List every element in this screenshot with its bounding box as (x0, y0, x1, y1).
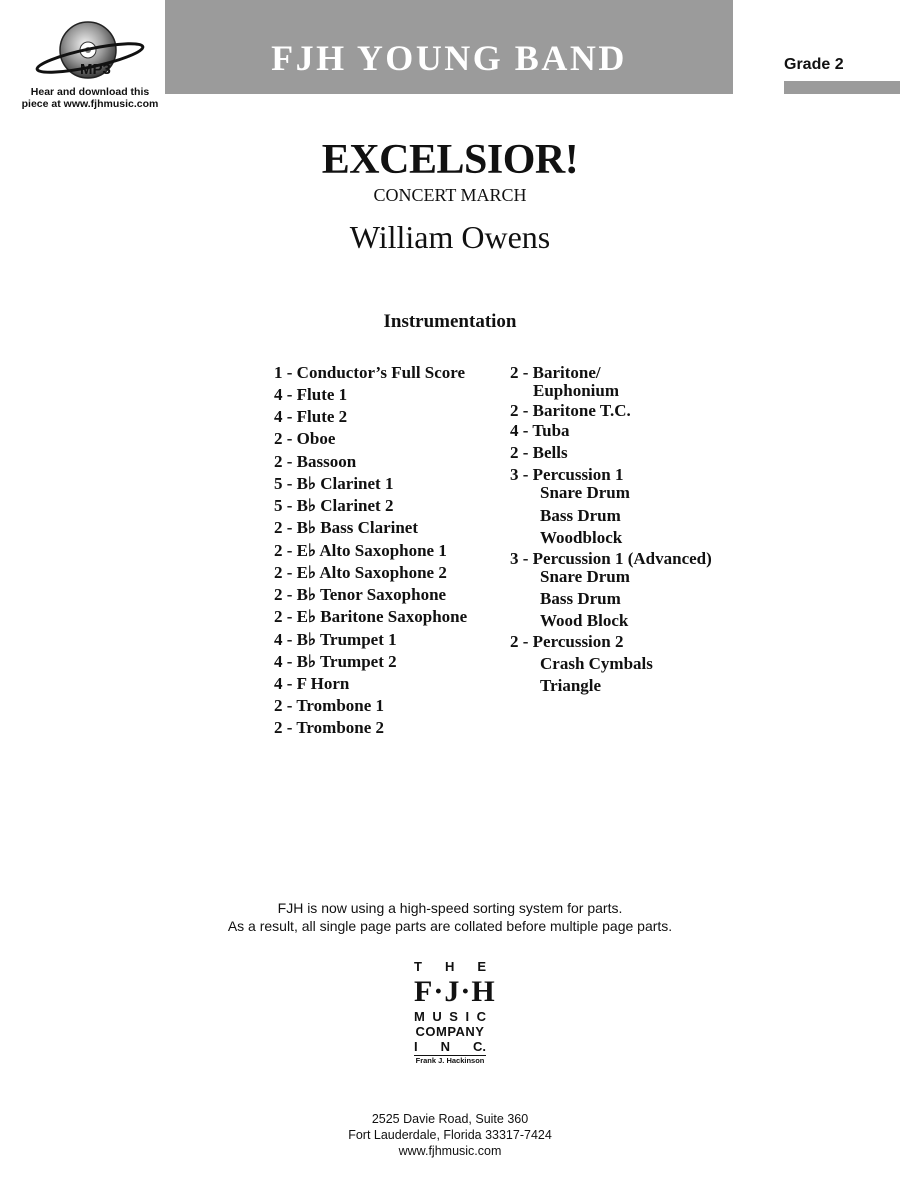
grade-bar (784, 81, 900, 94)
instrument-item: 2 - Bassoon (274, 452, 357, 471)
logo-inc (414, 1040, 486, 1054)
mp3-caption (20, 86, 160, 110)
instrument-item: 2 - Oboe (274, 429, 336, 448)
instrument-item: 2 - E♭ Baritone Saxophone (274, 607, 468, 626)
logo-letter: S (449, 1009, 458, 1024)
instrument-item: 2 - Bells (510, 443, 568, 462)
instrumentation-heading: Instrumentation (383, 311, 517, 332)
address-line: 2525 Davie Road, Suite 360 (371, 1112, 529, 1126)
notice-line: As a result, all single page parts are collated before multiple page parts. (227, 918, 673, 934)
instrument-item: 3 - Percussion 1 (510, 465, 624, 484)
logo-letter: M (414, 1009, 425, 1024)
logo-letter: C. (472, 1039, 486, 1054)
logo-founder: Frank J. Hackinson (415, 1056, 485, 1065)
address-line: Fort Lauderdale, Florida 33317-7424 (348, 1128, 552, 1142)
mp3-caption-line: piece at www.fjhmusic.com (21, 98, 159, 110)
composer-name: William Owens (349, 219, 551, 255)
logo-fjh: F·J·H (414, 975, 496, 1008)
instrument-item: 2 - Baritone T.C. (510, 401, 631, 420)
logo-letter: H (444, 959, 455, 974)
fjh-company-logo (414, 958, 496, 1068)
logo-letter: U (432, 1009, 442, 1024)
logo-letter: N (440, 1039, 450, 1054)
instrument-item: 2 - B♭ Bass Clarinet (274, 518, 419, 537)
instrument-item: 2 - B♭ Tenor Saxophone (274, 585, 447, 604)
company-address (0, 1111, 900, 1159)
instrument-subitem: Bass Drum (540, 589, 621, 608)
instrument-item: 2 - Percussion 2 (510, 632, 624, 651)
piece-title: EXCELSIOR! (321, 137, 579, 183)
website-link[interactable]: www.fjhmusic.com (398, 1144, 502, 1158)
instrument-subitem: Snare Drum (540, 567, 630, 586)
instrument-item: 2 - Trombone 1 (274, 696, 385, 715)
instrument-subitem: Crash Cymbals (540, 654, 653, 673)
instrument-item: 2 - Baritone/ (510, 363, 601, 382)
cd-disc-icon (30, 20, 150, 86)
instrument-subitem: Woodblock (540, 528, 623, 547)
logo-the (414, 960, 486, 974)
grade-label: Grade 2 (784, 56, 844, 73)
logo-music (414, 1010, 486, 1024)
instrument-subitem: Bass Drum (540, 506, 621, 525)
piece-subtitle: CONCERT MARCH (373, 185, 527, 205)
instrument-item: 4 - Flute 1 (274, 385, 348, 404)
logo-letter: I (465, 1009, 470, 1024)
instrument-subitem: Wood Block (540, 611, 629, 630)
instrument-item: 4 - F Horn (274, 674, 350, 693)
logo-company: COMPANY (415, 1024, 485, 1039)
instrument-item: 3 - Percussion 1 (Advanced) (510, 549, 712, 568)
instrument-item: 4 - Tuba (510, 421, 570, 440)
mp3-caption-line: Hear and download this (30, 86, 150, 98)
sorting-notice (0, 899, 900, 935)
instrument-item: 5 - B♭ Clarinet 2 (274, 496, 394, 515)
instrument-item: 4 - Flute 2 (274, 407, 348, 426)
logo-letter: C (476, 1009, 486, 1024)
mp3-label: MP3 (80, 61, 111, 78)
instrument-item: 5 - B♭ Clarinet 1 (274, 474, 394, 493)
instrument-item: 2 - E♭ Alto Saxophone 1 (274, 541, 447, 560)
mp3-download-badge[interactable] (20, 20, 160, 112)
instrument-subitem: Snare Drum (540, 483, 630, 502)
instrument-item: 2 - E♭ Alto Saxophone 2 (274, 563, 447, 582)
instrument-subitem: Triangle (540, 676, 602, 695)
instrument-item: 4 - B♭ Trumpet 2 (274, 652, 397, 671)
instrument-item: 4 - B♭ Trumpet 1 (274, 630, 397, 649)
instrument-item-continued: Euphonium (533, 381, 619, 400)
notice-line: FJH is now using a high-speed sorting system for parts. (277, 900, 623, 916)
instrument-item: 2 - Trombone 2 (274, 718, 385, 737)
instrument-item: 1 - Conductor’s Full Score (274, 363, 466, 382)
series-banner (165, 0, 733, 94)
series-title: FJH YOUNG BAND (271, 38, 627, 78)
logo-letter: T (414, 959, 422, 974)
logo-letter: E (477, 959, 486, 974)
logo-letter: I (414, 1039, 418, 1054)
